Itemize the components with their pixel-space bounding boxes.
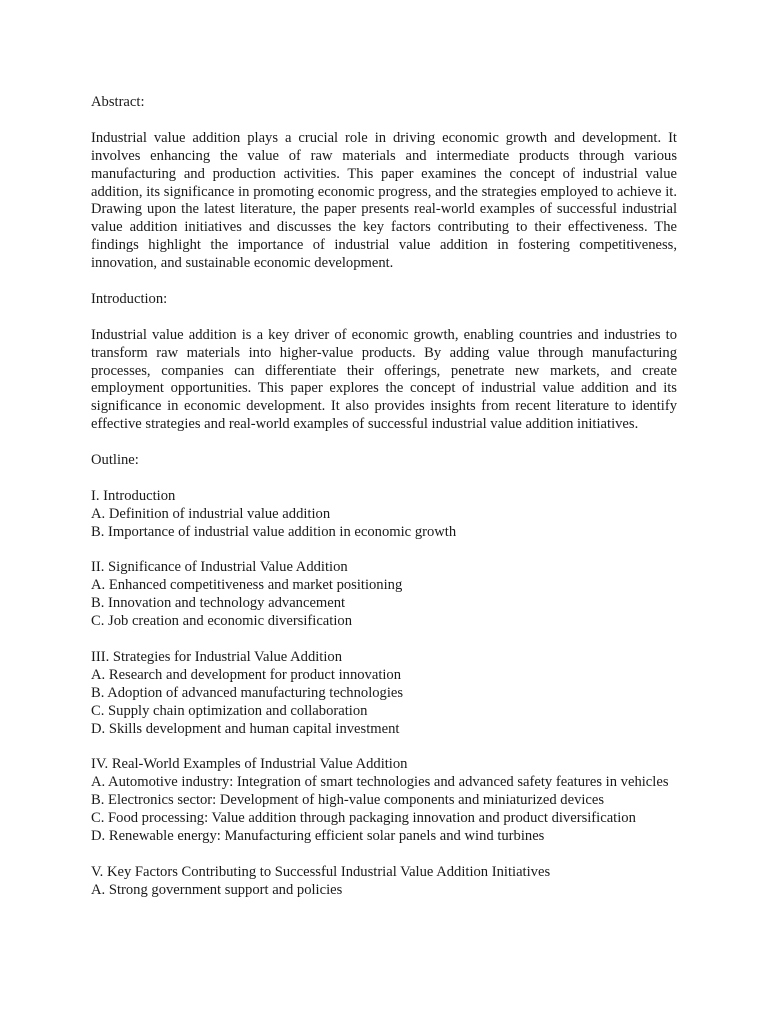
outline-section [91,488,677,542]
introduction-heading: Introduction: [91,290,168,307]
outline-section-title: III. Strategies for Industrial Value Addition [91,648,343,665]
outline-item: A. Automotive industry: Integration of smart technologies and advanced safety features in vehicles [91,774,669,791]
outline-section [91,756,677,846]
outline-item: C. Food processing: Value addition through packaging innovation and product diversification [91,810,636,827]
outline-section-title: IV. Real-World Examples of Industrial Value Addition [91,756,408,773]
outline-section [91,864,677,900]
document-page [91,94,677,918]
outline-section [91,559,677,631]
outline-item: A. Definition of industrial value addition [91,505,331,522]
outline-item: C. Job creation and economic diversification [91,613,352,630]
outline-item: A. Research and development for product innovation [91,666,402,683]
introduction-text: Industrial value addition is a key driver of economic growth, enabling countries and industries to transform raw materials into higher-value products. By adding value through manufacturing processes, companies can differentiate their offerings, penetrate new markets, and create employment opportunities. This paper explores the concept of industrial value addition and its significance in economic development. It also provides insights from recent literature to identify effective strategies and real-world examples of successful industrial value addition initiatives. [91,326,677,433]
outline-item: C. Supply chain optimization and collaboration [91,702,368,719]
outline-section [91,649,677,739]
abstract-heading: Abstract: [91,94,145,110]
outline-item: D. Renewable energy: Manufacturing efficient solar panels and wind turbines [91,828,545,845]
outline-item: B. Innovation and technology advancement [91,595,346,612]
outline-item: B. Adoption of advanced manufacturing technologies [91,684,404,701]
outline-item: B. Electronics sector: Development of high-value components and miniaturized devices [91,792,605,809]
outline-heading: Outline: [91,452,139,469]
outline-item: A. Strong government support and policies [91,881,343,898]
abstract-text: Industrial value addition plays a crucial role in driving economic growth and development. It involves enhancing the value of raw materials and intermediate products through various manufacturing and production activities. This paper examines the concept of industrial value addition, its significance in promoting economic progress, and the strategies employed to achieve it. Drawing upon the latest literature, the paper presents real-world examples of successful industrial value addition initiatives and discusses the key factors contributing to their effectiveness. The findings highlight the importance of industrial value addition in fostering competitiveness, innovation, and sustainable economic development. [91,129,677,272]
outline-item: D. Skills development and human capital investment [91,720,400,737]
outline-item: B. Importance of industrial value addition in economic growth [91,523,457,540]
outline-section-title: V. Key Factors Contributing to Successful Industrial Value Addition Initiatives [91,863,551,880]
outline-section-title: II. Significance of Industrial Value Addition [91,559,348,576]
outline-item: A. Enhanced competitiveness and market positioning [91,577,403,594]
outline-section-title: I. Introduction [91,487,176,504]
